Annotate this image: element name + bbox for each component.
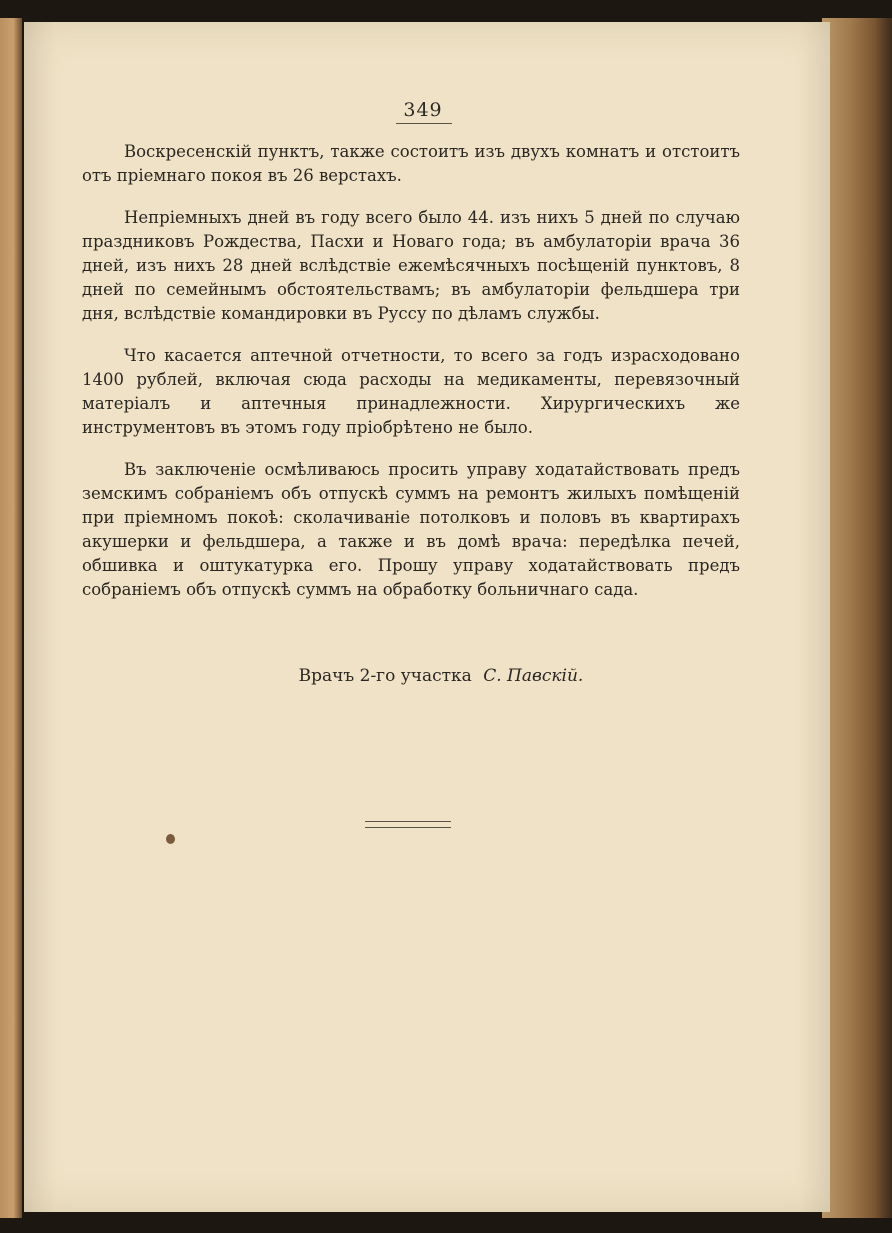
signature-title: Врачъ 2-го участка xyxy=(298,666,472,686)
body-text xyxy=(82,140,740,620)
paragraph-3: Что касается аптечной отчетности, то всего за годъ израсходовано 1400 рублей, включая сюда расходы на медикаменты, перевязочный матеріалъ и аптечныя принадлежности. Хирургическихъ же инструментовъ въ этомъ году пріобрѣтено не было. xyxy=(82,346,740,437)
paragraph-2: Непріемныхъ дней въ году всего было 44. изъ нихъ 5 дней по случаю праздниковъ Рождества, Пасхи и Новаго года; въ амбулаторіи врача 36 дней, изъ нихъ 28 дней вслѣдствіе ежемѣсячныхъ посѣщеній пунктовъ, 8 дней по семейнымъ обстоятельствамъ; въ амбулаторіи фельдшера три дня, вслѣдствіе командировки въ Руссу по дѣламъ службы. xyxy=(82,208,740,323)
end-double-rule xyxy=(365,821,451,828)
ink-spot xyxy=(166,834,175,844)
document-page xyxy=(24,22,830,1212)
paragraph-1: Воскресенскій пунктъ, также состоитъ изъ двухъ комнатъ и отстоитъ отъ пріемнаго покоя въ 26 верстахъ. xyxy=(82,142,740,185)
paragraph-4: Въ заключеніе осмѣливаюсь просить управу ходатайствовать предъ земскимъ собраніемъ объ отпускѣ суммъ на ремонтъ жилыхъ помѣщеній при пріемномъ покоѣ: сколачиваніе потолковъ и половъ въ квартирахъ акушерки и фельдшера, а также и въ домѣ врача: передѣлка печей, обшивка и оштукатурка его. Прошу управу ходатайствовать предъ собраніемъ объ отпускѣ суммъ на обработку больничнаго сада. xyxy=(82,460,740,599)
signature-line xyxy=(82,666,740,686)
book-cover-edge xyxy=(822,18,892,1218)
page-number: 349 xyxy=(403,99,443,121)
previous-page-edge xyxy=(0,18,22,1218)
page-number-underline xyxy=(396,123,452,124)
signature-name: С. Павскій. xyxy=(483,666,584,686)
